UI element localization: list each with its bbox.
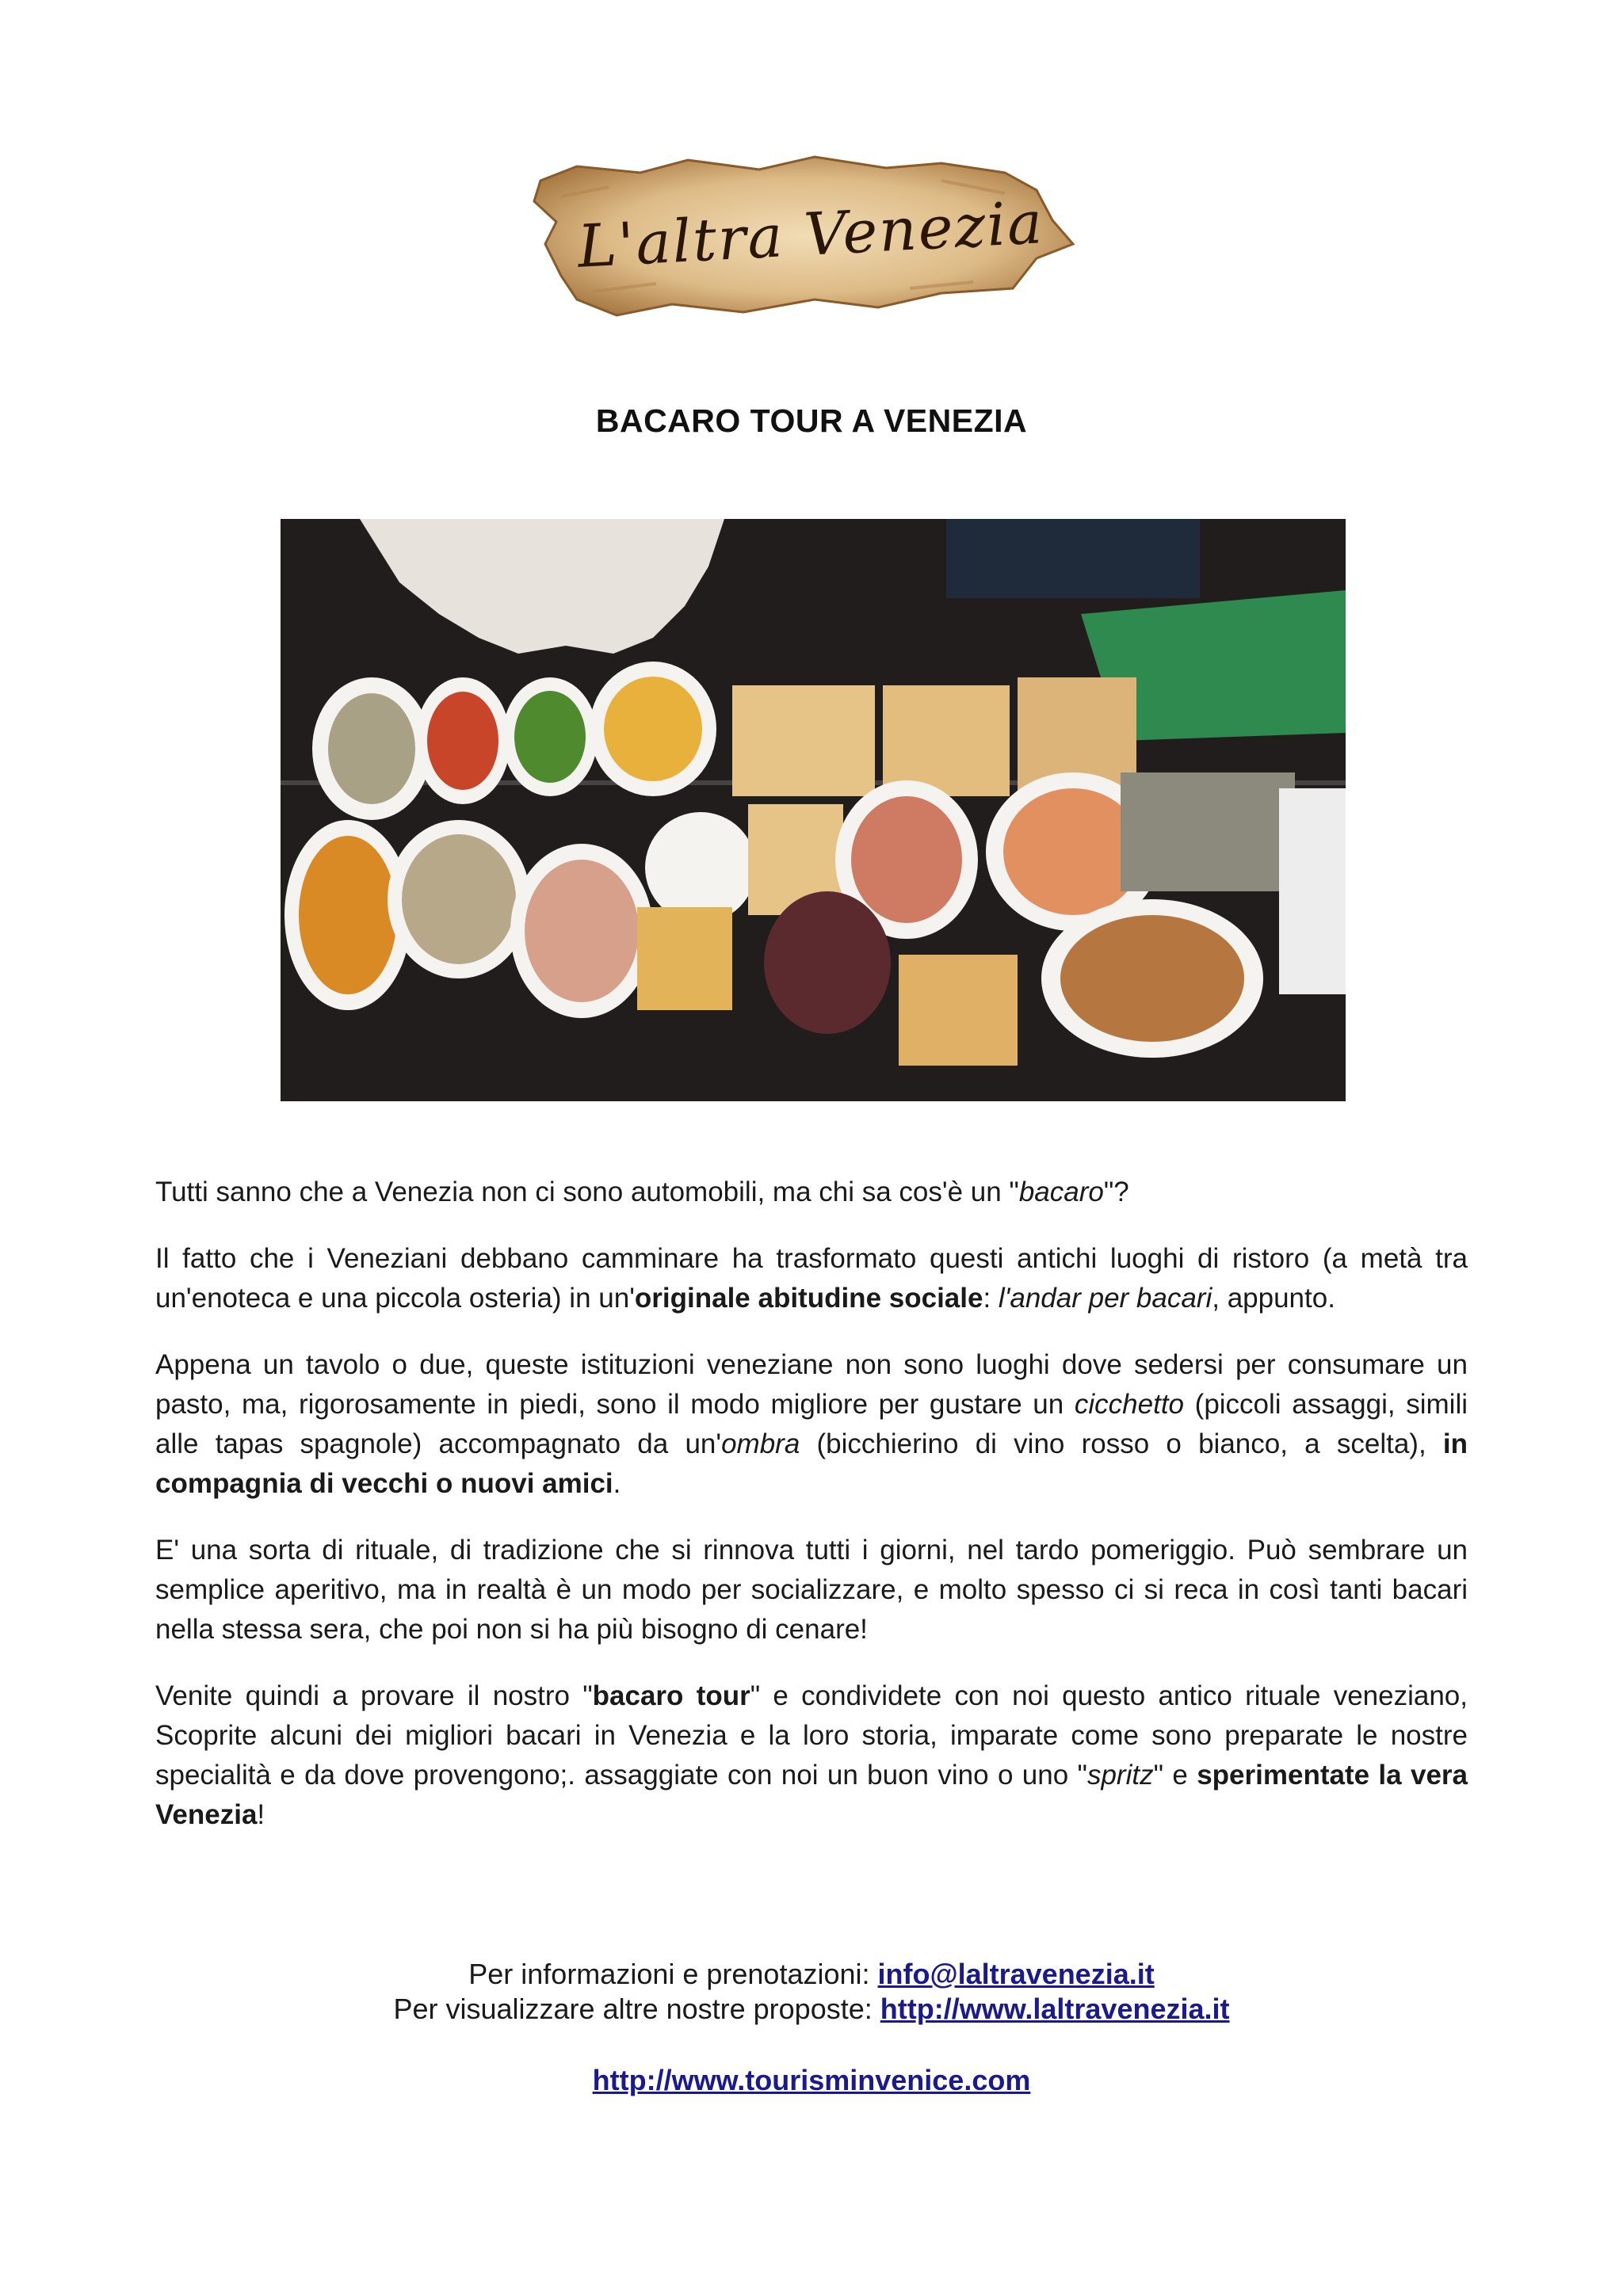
contact-info-line: [0, 1957, 1623, 1992]
more-proposals-line: [0, 1992, 1623, 2027]
text-run: (piccoli assaggi, simili alle tapas spagnole) accompagnato da un': [155, 1389, 1468, 1459]
text-run: Il fatto che i Veneziani debbano camminare ha trasformato questi antichi luoghi di ristoro (a metà tra un'enoteca e una piccola osteria) in un': [155, 1243, 1468, 1314]
text-run: " e: [1153, 1760, 1197, 1791]
italic-run: cicchetto: [1074, 1389, 1185, 1420]
text-run: Venite quindi a provare il nostro ": [155, 1680, 593, 1711]
text-run: :: [983, 1283, 999, 1314]
food-counter-image: [281, 519, 1346, 1101]
italic-run: bacaro: [1018, 1177, 1104, 1207]
body-text: [155, 1173, 1468, 1862]
email-link[interactable]: info@laltravenezia.it: [877, 1958, 1155, 1990]
paragraph-2: [155, 1239, 1468, 1318]
italic-run: ombra: [721, 1428, 800, 1459]
text-run: !: [257, 1799, 265, 1830]
bacaro-food-photo: [281, 519, 1346, 1101]
bold-run: sperimentate la vera Venezia: [155, 1760, 1468, 1830]
text-run: E' una sorta di rituale, di tradizione che si rinnova tutti i giorni, nel tardo pomeriggio. Può sembrare un semplice aperitivo, ma in realtà è un modo per socializzare, e molto spesso ci si reca in così tanti bacari nella stessa sera, che poi non si ha più bisogno di cenare!: [155, 1535, 1468, 1645]
tourism-line: [0, 2063, 1623, 2098]
italic-run: spritz: [1086, 1760, 1154, 1791]
logo: [529, 149, 1076, 322]
tourism-website-link[interactable]: http://www.tourisminvenice.com: [592, 2064, 1031, 2096]
text-run: " e condividete con noi questo antico rituale veneziano, Scoprite alcuni dei migliori bacari in Venezia e la loro storia, imparate come sono preparate le nostre specialità e da dove provengono;. assaggiate con noi un buon vino o uno ": [155, 1680, 1468, 1791]
paragraph-3: [155, 1345, 1468, 1504]
bold-run: bacaro tour: [592, 1680, 750, 1711]
paragraph-4: [155, 1531, 1468, 1650]
text-run: (bicchierino di vino rosso o bianco, a scelta),: [800, 1428, 1443, 1459]
website-link[interactable]: http://www.laltravenezia.it: [880, 1993, 1230, 2025]
logo-text: L'altra Venezia: [575, 189, 1046, 281]
page-title: BACARO TOUR A VENEZIA: [595, 402, 1028, 439]
contact-section: [0, 1957, 1623, 2098]
italic-run: l'andar per bacari: [998, 1283, 1212, 1314]
contact-info-label: Per informazioni e prenotazioni:: [468, 1958, 878, 1990]
spacer: [0, 2027, 1623, 2063]
bold-run: in compagnia di vecchi o nuovi amici: [155, 1428, 1468, 1499]
bold-run: originale abitudine sociale: [634, 1283, 983, 1314]
more-proposals-label: Per visualizzare altre nostre proposte:: [393, 1993, 880, 2025]
text-run: Appena un tavolo o due, queste istituzioni veneziane non sono luoghi dove sedersi per consumare un pasto, ma, rigorosamente in piedi, sono il modo migliore per gustare un: [155, 1349, 1468, 1420]
text-run: Tutti sanno che a Venezia non ci sono automobili, ma chi sa cos'è un ": [155, 1177, 1019, 1207]
text-run: .: [613, 1468, 621, 1499]
paragraph-5: [155, 1676, 1468, 1835]
text-run: "?: [1103, 1177, 1129, 1207]
paragraph-1: [155, 1173, 1468, 1212]
text-run: , appunto.: [1212, 1283, 1335, 1314]
